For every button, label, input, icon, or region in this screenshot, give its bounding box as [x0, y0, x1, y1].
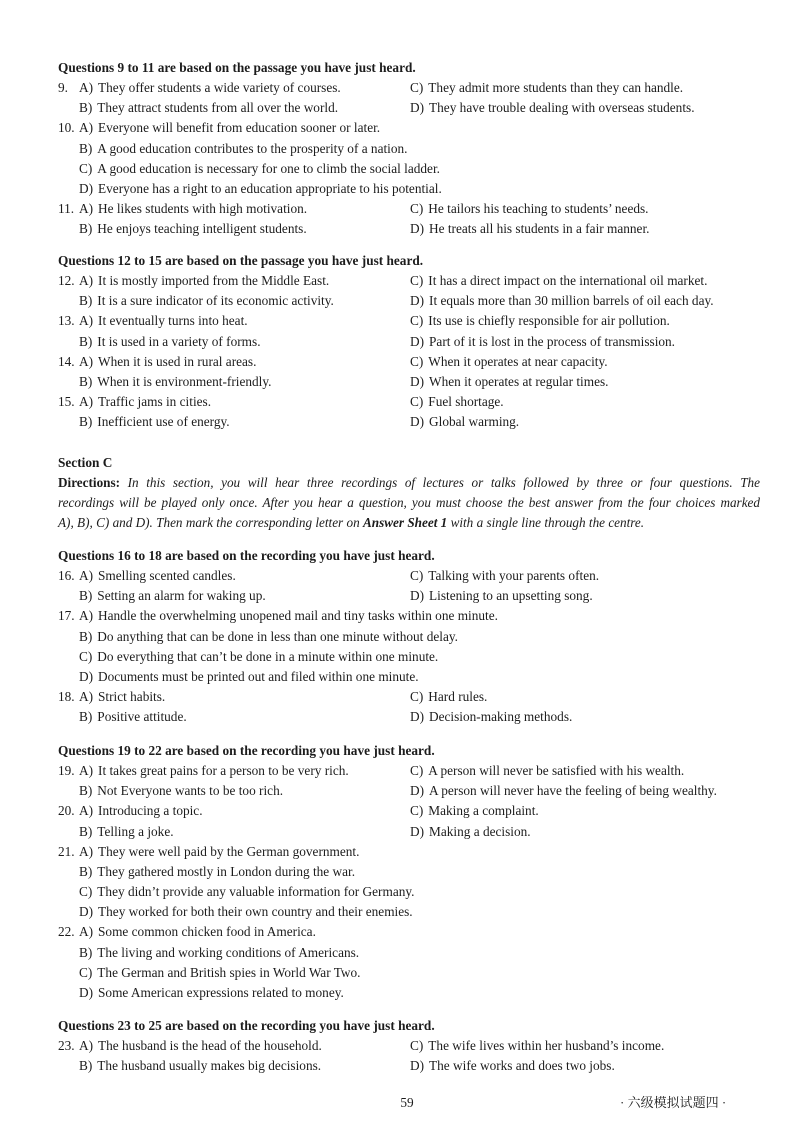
option-label: C)	[410, 353, 424, 369]
option-label: B)	[79, 1058, 93, 1074]
option-b	[79, 372, 410, 392]
number-spacer	[58, 291, 79, 311]
option-text: Its use is chiefly responsible for air pollution.	[428, 313, 670, 329]
question-number: 23.	[58, 1038, 75, 1054]
question-set-12-15	[58, 251, 760, 432]
option-d	[79, 902, 413, 922]
option-c	[410, 761, 684, 781]
option-text: Everyone will benefit from education sooner or later.	[98, 120, 381, 136]
option-text: Fuel shortage.	[428, 394, 504, 410]
option-label: B)	[79, 293, 93, 309]
option-a	[79, 606, 498, 626]
option-label: D)	[79, 904, 94, 920]
option-label: A)	[79, 803, 94, 819]
option-text: Handle the overwhelming unopened mail and tiny tasks within one minute.	[98, 608, 498, 624]
option-c	[410, 311, 670, 331]
question-20	[58, 801, 760, 841]
option-text: They offer students a wide variety of courses.	[98, 80, 341, 96]
option-text: Setting an alarm for waking up.	[97, 588, 266, 604]
option-label: A)	[79, 394, 94, 410]
option-text: Do everything that can’t be done in a minute within one minute.	[97, 648, 439, 664]
option-c	[410, 352, 608, 372]
option-d	[79, 179, 442, 199]
option-b	[79, 412, 410, 432]
option-label: D)	[410, 333, 425, 349]
question-21	[58, 842, 760, 923]
number-spacer	[58, 882, 79, 902]
number-spacer	[58, 902, 79, 922]
option-label: B)	[79, 783, 93, 799]
option-label: D)	[410, 783, 425, 799]
option-text: The husband usually makes big decisions.	[97, 1058, 322, 1074]
number-spacer	[58, 1056, 79, 1076]
option-text: The husband is the head of the household.	[98, 1038, 322, 1054]
directions-text: In this section, you will hear three recordings of lectures or talks followed by three or four questions. The	[127, 475, 760, 491]
option-text: Telling a joke.	[97, 823, 174, 839]
option-a	[79, 801, 410, 821]
option-text: Everyone has a right to an education appropriate to his potential.	[98, 180, 442, 196]
question-number: 12.	[58, 273, 75, 289]
question-set-16-18	[58, 546, 760, 727]
option-text: Talking with your parents often.	[428, 568, 600, 584]
question-number: 11.	[58, 201, 75, 217]
option-text: They gathered mostly in London during the war.	[97, 863, 356, 879]
option-label: D)	[79, 668, 94, 684]
option-b	[79, 332, 410, 352]
option-text: It is used in a variety of forms.	[97, 333, 261, 349]
option-label: B)	[79, 100, 93, 116]
option-text: The wife lives within her husband’s income.	[428, 1038, 665, 1054]
option-d	[410, 781, 717, 801]
question-22	[58, 922, 760, 1003]
option-row	[58, 1036, 760, 1056]
question-19	[58, 761, 760, 801]
option-row	[58, 862, 760, 882]
option-label: D)	[410, 709, 425, 725]
option-text: They worked for both their own country and their enemies.	[98, 904, 413, 920]
option-row	[58, 566, 760, 586]
option-text: Making a complaint.	[428, 803, 539, 819]
question-13	[58, 311, 760, 351]
question-14	[58, 352, 760, 392]
question-9	[58, 78, 760, 118]
option-label: A)	[79, 201, 94, 217]
option-a	[79, 922, 316, 942]
option-c	[79, 882, 414, 902]
question-16	[58, 566, 760, 606]
option-text: A person will never have the feeling of being wealthy.	[429, 783, 717, 799]
option-label: A)	[79, 763, 94, 779]
option-text: Part of it is lost in the process of transmission.	[429, 333, 676, 349]
option-label: A)	[79, 568, 94, 584]
number-spacer	[58, 586, 79, 606]
number-spacer	[58, 372, 79, 392]
option-label: C)	[79, 884, 93, 900]
option-row	[58, 372, 760, 392]
option-text: They attract students from all over the world.	[97, 100, 339, 116]
option-c	[410, 566, 599, 586]
option-text: The living and working conditions of Americans.	[97, 944, 360, 960]
option-text: It eventually turns into heat.	[98, 313, 248, 329]
option-label: B)	[79, 221, 93, 237]
option-row	[58, 1056, 760, 1076]
option-text: They have trouble dealing with overseas students.	[429, 100, 695, 116]
option-c	[79, 647, 438, 667]
option-row	[58, 983, 760, 1003]
option-label: B)	[79, 628, 93, 644]
option-row	[58, 586, 760, 606]
option-c	[410, 78, 683, 98]
question-set-9-11	[58, 58, 760, 239]
option-label: C)	[79, 648, 93, 664]
option-a	[79, 687, 410, 707]
option-label: C)	[410, 763, 424, 779]
option-row	[58, 781, 760, 801]
option-label: D)	[410, 293, 425, 309]
number-spacer	[58, 332, 79, 352]
option-c	[410, 801, 539, 821]
option-row	[58, 118, 760, 138]
option-label: C)	[410, 273, 424, 289]
option-a	[79, 78, 410, 98]
option-text: Traffic jams in cities.	[98, 394, 212, 410]
option-label: D)	[410, 414, 425, 430]
option-label: B)	[79, 823, 93, 839]
directions-line	[58, 513, 760, 533]
option-text: The German and British spies in World War Two.	[97, 964, 361, 980]
number-spacer	[58, 983, 79, 1003]
option-b	[79, 291, 410, 311]
question-number: 21.	[58, 843, 75, 859]
option-c	[410, 1036, 664, 1056]
option-label: A)	[79, 608, 94, 624]
option-text: It has a direct impact on the international oil market.	[428, 273, 708, 289]
option-a	[79, 392, 410, 412]
number-spacer	[58, 179, 79, 199]
option-a	[79, 271, 410, 291]
option-text: Not Everyone wants to be too rich.	[97, 783, 284, 799]
option-row	[58, 606, 760, 626]
option-text: Smelling scented candles.	[98, 568, 236, 584]
option-a	[79, 1036, 410, 1056]
number-spacer	[58, 412, 79, 432]
option-text: Decision-making methods.	[429, 709, 573, 725]
option-c	[410, 199, 649, 219]
option-row	[58, 332, 760, 352]
option-label: A)	[79, 689, 94, 705]
option-b	[79, 781, 410, 801]
question-number: 10.	[58, 120, 75, 136]
option-row	[58, 311, 760, 331]
option-d	[79, 667, 419, 687]
question-set-19-22	[58, 741, 760, 1003]
option-row	[58, 801, 760, 821]
option-label: D)	[410, 100, 425, 116]
number-spacer	[58, 647, 79, 667]
option-label: B)	[79, 373, 93, 389]
option-text: Inefficient use of energy.	[97, 414, 230, 430]
test-name: · 六级模拟试题四 ·	[620, 1095, 727, 1110]
section-c	[58, 453, 760, 534]
option-a	[79, 311, 410, 331]
option-label: C)	[79, 160, 93, 176]
option-row	[58, 98, 760, 118]
question-set-heading: Questions 23 to 25 are based on the recording you have just heard.	[58, 1018, 435, 1033]
option-label: D)	[79, 180, 94, 196]
option-text: When it is used in rural areas.	[98, 353, 257, 369]
option-text: Strict habits.	[98, 689, 166, 705]
option-c	[410, 687, 487, 707]
option-text: Listening to an upsetting song.	[429, 588, 593, 604]
directions-text: A), B), C) and D). Then mark the corresponding letter on	[58, 515, 360, 531]
option-row	[58, 352, 760, 372]
option-label: A)	[79, 353, 94, 369]
option-d	[410, 332, 675, 352]
directions-line: recordings will be played only once. After you hear a question, you must choose the best answer from the four choices marked	[58, 495, 760, 511]
option-text: It takes great pains for a person to be very rich.	[98, 763, 349, 779]
number-spacer	[58, 139, 79, 159]
question-set-23-25	[58, 1016, 760, 1076]
option-row	[58, 943, 760, 963]
option-a	[79, 118, 380, 138]
question-set-heading: Questions 9 to 11 are based on the passage you have just heard.	[58, 60, 416, 75]
option-label: A)	[79, 313, 94, 329]
option-label: D)	[410, 373, 425, 389]
option-b	[79, 627, 458, 647]
option-label: C)	[79, 964, 93, 980]
option-text: Documents must be printed out and filed within one minute.	[98, 668, 419, 684]
option-text: Do anything that can be done in less than one minute without delay.	[97, 628, 458, 644]
option-d	[410, 822, 531, 842]
option-text: It is mostly imported from the Middle East.	[98, 273, 330, 289]
number-spacer	[58, 862, 79, 882]
option-label: C)	[410, 394, 424, 410]
option-text: It is a sure indicator of its economic activity.	[97, 293, 334, 309]
option-text: The wife works and does two jobs.	[429, 1058, 615, 1074]
question-12	[58, 271, 760, 311]
section-title: Section C	[58, 455, 113, 470]
question-number: 22.	[58, 924, 75, 940]
option-b	[79, 943, 359, 963]
option-row	[58, 963, 760, 983]
option-a	[79, 842, 359, 862]
option-row	[58, 392, 760, 412]
option-c	[410, 392, 504, 412]
question-15	[58, 392, 760, 432]
option-row	[58, 179, 760, 199]
option-text: Making a decision.	[429, 823, 531, 839]
number-spacer	[58, 98, 79, 118]
option-b	[79, 586, 410, 606]
option-label: C)	[410, 568, 424, 584]
option-row	[58, 199, 760, 219]
option-row	[58, 271, 760, 291]
option-d	[410, 98, 695, 118]
option-row	[58, 627, 760, 647]
option-label: C)	[410, 803, 424, 819]
option-label: A)	[79, 80, 94, 96]
option-row	[58, 902, 760, 922]
option-text: They didn’t provide any valuable information for Germany.	[97, 884, 415, 900]
option-c	[79, 963, 361, 983]
question-number: 13.	[58, 313, 75, 329]
number-spacer	[58, 667, 79, 687]
option-label: B)	[79, 709, 93, 725]
option-label: D)	[410, 823, 425, 839]
option-row	[58, 78, 760, 98]
question-10	[58, 118, 760, 199]
option-row	[58, 687, 760, 707]
option-text: He enjoys teaching intelligent students.	[97, 221, 307, 237]
question-number: 19.	[58, 763, 75, 779]
option-row	[58, 139, 760, 159]
option-c	[410, 271, 707, 291]
option-text: When it operates at regular times.	[429, 373, 609, 389]
option-label: B)	[79, 863, 93, 879]
option-d	[410, 586, 593, 606]
option-text: When it is environment-friendly.	[97, 373, 272, 389]
option-label: A)	[79, 273, 94, 289]
directions-line	[58, 473, 760, 493]
option-row	[58, 822, 760, 842]
option-label: C)	[410, 201, 424, 217]
option-text: A person will never be satisfied with his wealth.	[428, 763, 685, 779]
question-number: 14.	[58, 353, 75, 369]
option-row	[58, 922, 760, 942]
question-number: 17.	[58, 608, 75, 624]
option-label: A)	[79, 924, 94, 940]
question-17	[58, 606, 760, 687]
option-text: Global warming.	[429, 414, 520, 430]
option-text: Some American expressions related to money.	[98, 984, 344, 1000]
option-label: C)	[410, 1038, 424, 1054]
question-18	[58, 687, 760, 727]
number-spacer	[58, 943, 79, 963]
option-label: A)	[79, 120, 94, 136]
option-label: D)	[410, 221, 425, 237]
directions-label: Directions:	[58, 475, 121, 491]
option-d	[410, 412, 519, 432]
option-b	[79, 862, 355, 882]
option-label: B)	[79, 588, 93, 604]
option-text: They admit more students than they can handle.	[428, 80, 684, 96]
question-set-heading: Questions 16 to 18 are based on the recording you have just heard.	[58, 548, 435, 563]
option-a	[79, 352, 410, 372]
option-b	[79, 707, 410, 727]
question-11	[58, 199, 760, 239]
option-label: C)	[410, 313, 424, 329]
number-spacer	[58, 219, 79, 239]
page-number: 59	[400, 1095, 414, 1110]
question-number: 18.	[58, 689, 75, 705]
answer-sheet-ref: Answer Sheet 1	[362, 515, 448, 531]
option-row	[58, 761, 760, 781]
option-text: Positive attitude.	[97, 709, 187, 725]
option-a	[79, 566, 410, 586]
option-label: A)	[79, 843, 94, 859]
option-row	[58, 842, 760, 862]
option-label: C)	[410, 80, 424, 96]
option-b	[79, 219, 410, 239]
option-d	[410, 707, 572, 727]
option-row	[58, 647, 760, 667]
option-label: A)	[79, 1038, 94, 1054]
option-c	[79, 159, 440, 179]
option-text: He tailors his teaching to students’ needs.	[428, 201, 649, 217]
option-a	[79, 761, 410, 781]
question-number: 9.	[58, 80, 68, 96]
option-b	[79, 822, 410, 842]
question-number: 20.	[58, 803, 75, 819]
number-spacer	[58, 627, 79, 647]
option-d	[79, 983, 344, 1003]
option-text: A good education contributes to the prosperity of a nation.	[97, 140, 408, 156]
number-spacer	[58, 963, 79, 983]
option-row	[58, 412, 760, 432]
question-set-heading: Questions 19 to 22 are based on the recording you have just heard.	[58, 743, 435, 758]
option-row	[58, 291, 760, 311]
question-set-heading: Questions 12 to 15 are based on the passage you have just heard.	[58, 253, 424, 268]
option-label: B)	[79, 333, 93, 349]
number-spacer	[58, 159, 79, 179]
option-b	[79, 139, 408, 159]
number-spacer	[58, 822, 79, 842]
option-label: C)	[410, 689, 424, 705]
option-label: B)	[79, 140, 93, 156]
option-text: Introducing a topic.	[98, 803, 203, 819]
option-row	[58, 667, 760, 687]
number-spacer	[58, 781, 79, 801]
option-row	[58, 707, 760, 727]
question-number: 16.	[58, 568, 75, 584]
option-label: B)	[79, 944, 93, 960]
option-text: He likes students with high motivation.	[98, 201, 308, 217]
option-row	[58, 882, 760, 902]
option-label: D)	[79, 984, 94, 1000]
option-a	[79, 199, 410, 219]
question-23	[58, 1036, 760, 1076]
option-label: D)	[410, 588, 425, 604]
option-d	[410, 219, 649, 239]
option-label: D)	[410, 1058, 425, 1074]
option-text: Some common chicken food in America.	[98, 924, 316, 940]
option-d	[410, 1056, 615, 1076]
option-text: It equals more than 30 million barrels of oil each day.	[429, 293, 714, 309]
option-text: Hard rules.	[428, 689, 488, 705]
option-b	[79, 98, 410, 118]
option-d	[410, 291, 714, 311]
option-text: He treats all his students in a fair manner.	[429, 221, 650, 237]
option-text: A good education is necessary for one to climb the social ladder.	[97, 160, 440, 176]
question-number: 15.	[58, 394, 75, 410]
option-row	[58, 219, 760, 239]
option-row	[58, 159, 760, 179]
option-d	[410, 372, 608, 392]
directions-text: with a single line through the centre.	[450, 515, 645, 531]
option-label: B)	[79, 414, 93, 430]
option-text: They were well paid by the German government.	[98, 843, 360, 859]
option-text: When it operates at near capacity.	[428, 353, 608, 369]
number-spacer	[58, 707, 79, 727]
option-b	[79, 1056, 410, 1076]
